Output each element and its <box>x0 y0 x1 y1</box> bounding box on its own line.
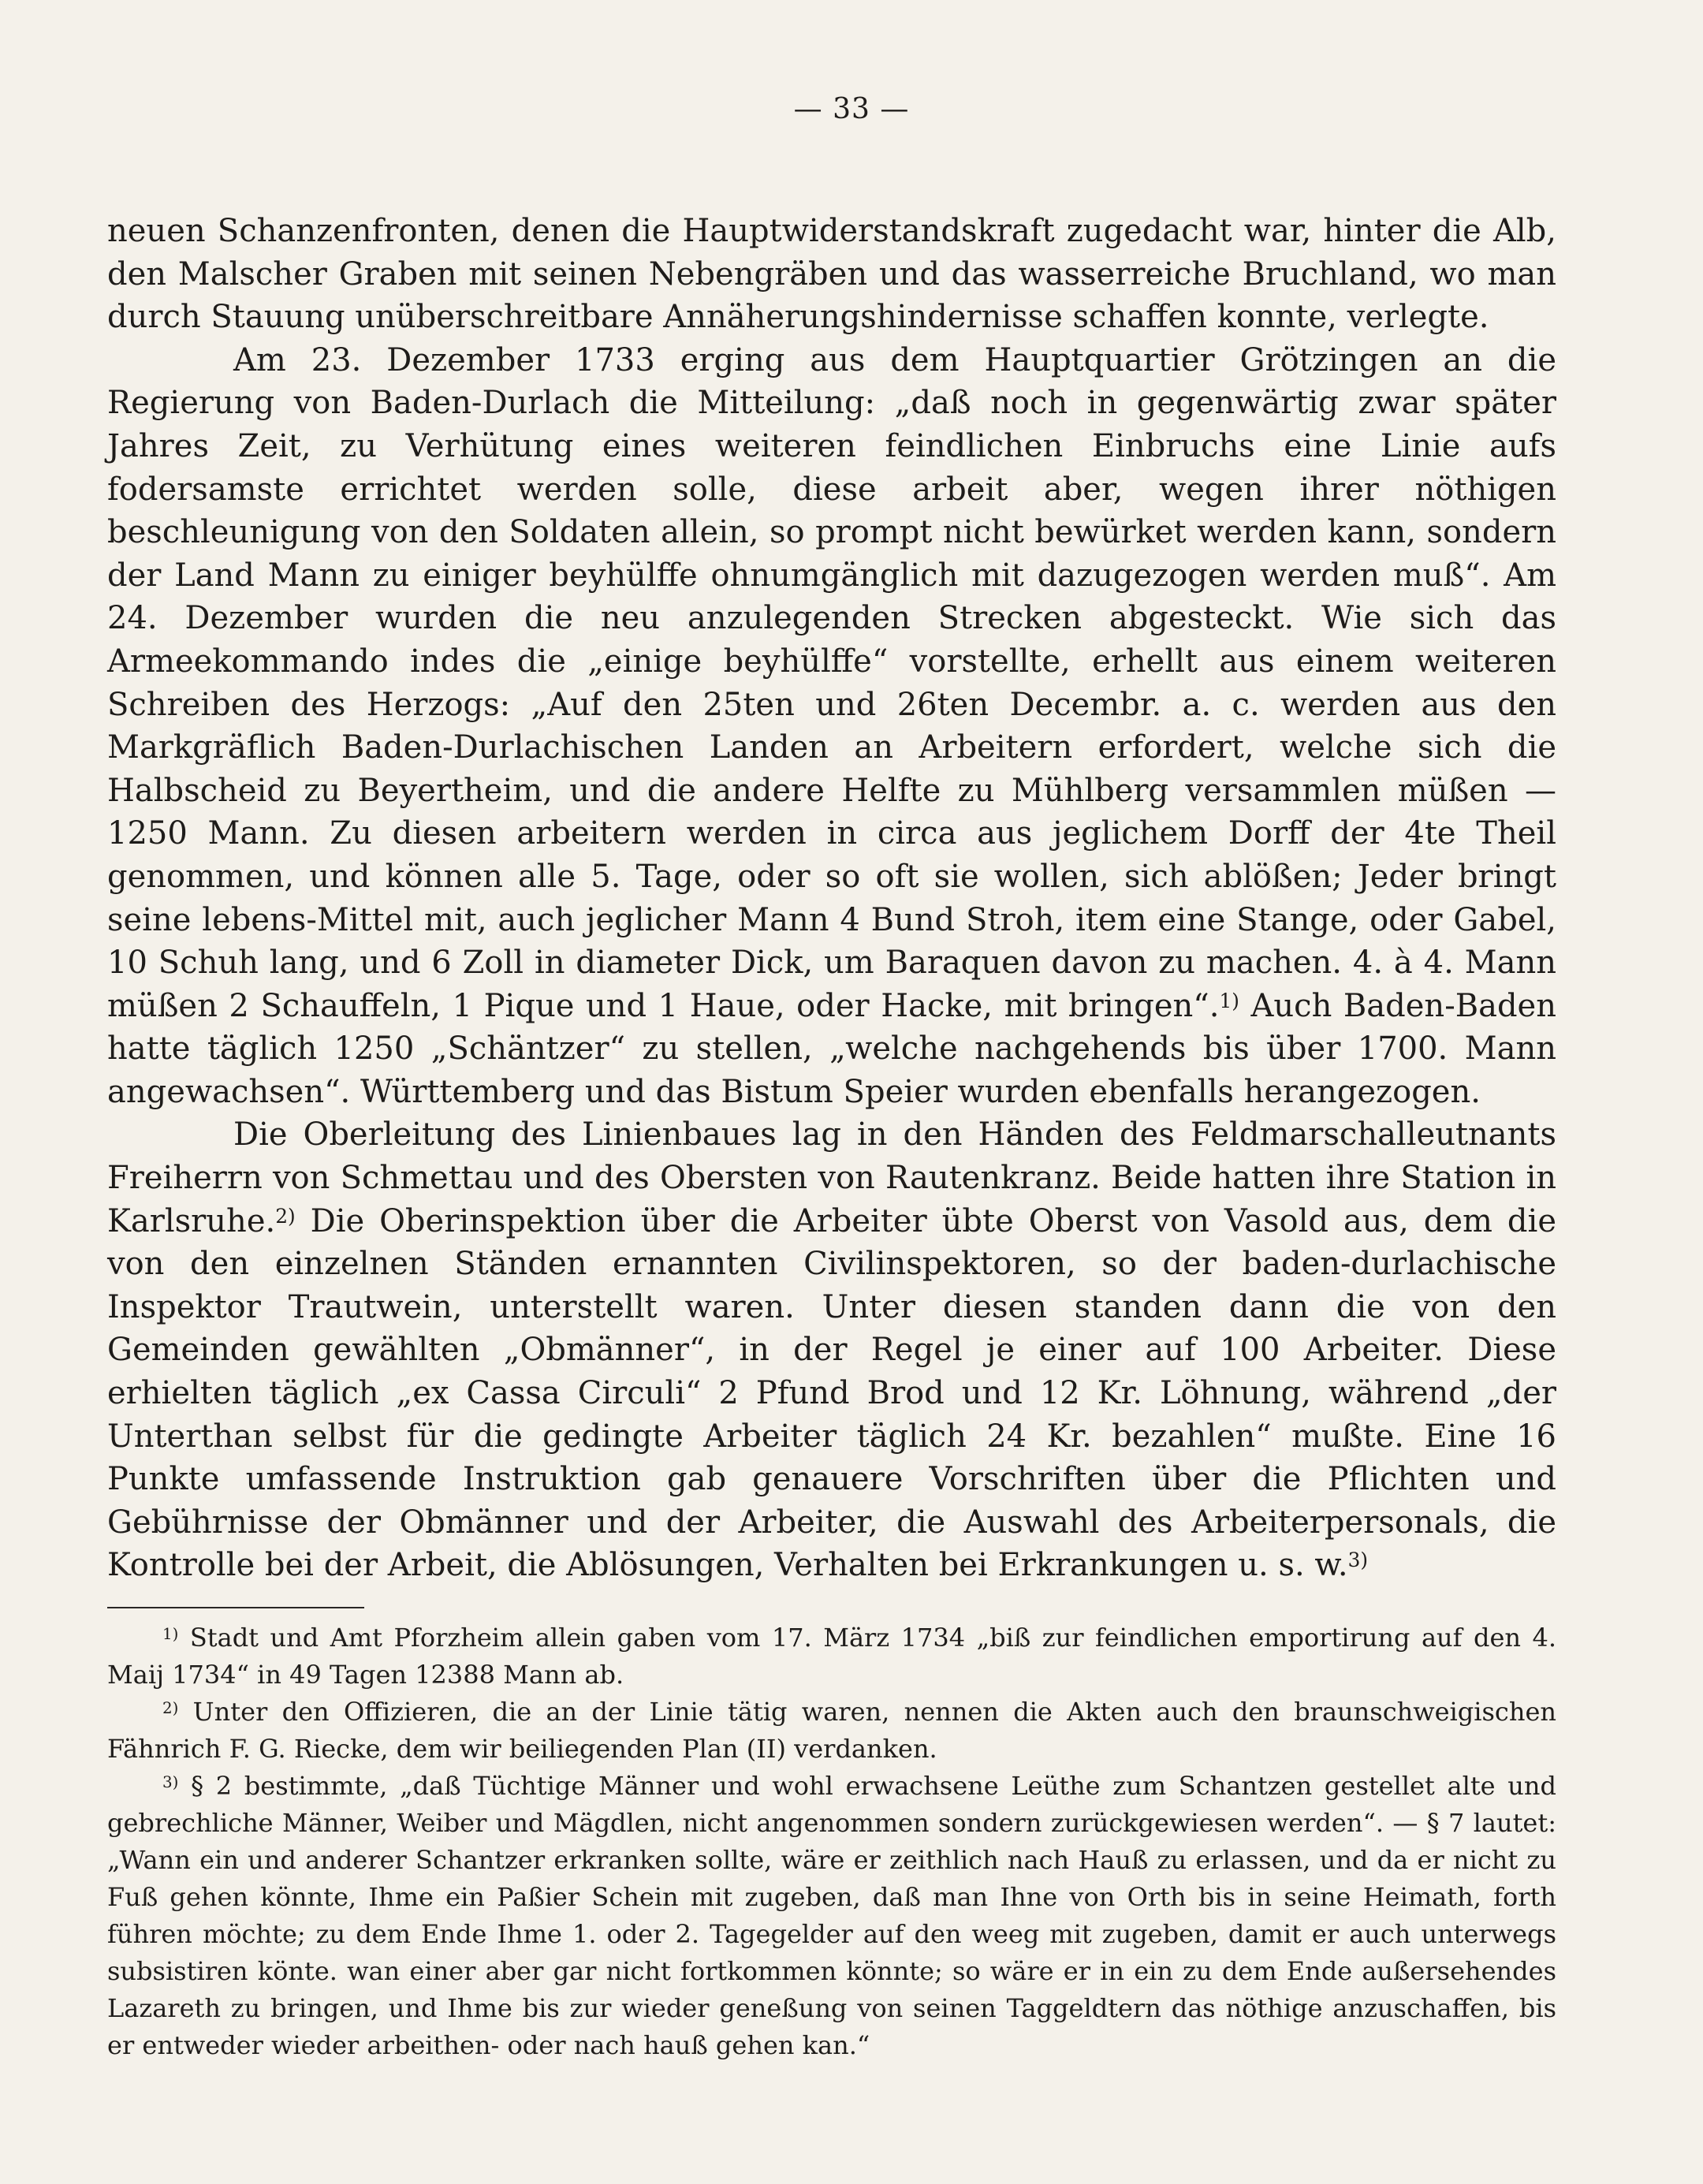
footnote-text: Unter den Offizieren, die an der Linie tätig waren, nennen die Akten auch den braunschweigischen Fähnrich F. G. Riecke, dem wir beiliegenden Plan (II) verdanken. <box>107 1697 1557 1764</box>
paragraph <box>107 1113 1556 1587</box>
paragraph <box>107 210 1556 339</box>
footnote-rule <box>107 1607 364 1608</box>
paragraph-text: Auch Baden-Baden hatte täglich 1250 „Schäntzer“ zu stellen, „welche nachgehends bis über 1700. Mann angewachsen“. Württemberg und das Bistum Speier wurden ebenfalls herangezogen. <box>107 987 1556 1110</box>
footnote <box>107 1768 1556 2064</box>
footnote-text: § 2 bestimmte, „daß Tüchtige Männer und wohl erwachsene Leüthe zum Schantzen gestellet alte und gebrechliche Männer, Weiber und Mägdlen, nicht angenommen sondern zurückgewiesen werden“. — § 7 lautet: „Wann ein und anderer Schantzer erkranken sollte, wäre er zeithlich nach Hauß zu erlassen, und da er nicht zu Fuß gehen könnte, Ihme ein Paßier Schein mit zugeben, daß man Ihne von Orth bis in seine Heimath, forth führen möchte; zu dem Ende Ihme 1. oder 2. Tagegelder auf den weeg mit zugeben, damit er auch unterwegs subsistiren könte. wan einer aber gar nicht fortkommen könnte; so wäre er in ein zu dem Ende außersehendes Lazareth zu bringen, und Ihme bis zur wieder geneßung von seinen Taggeldtern das nöthige anzuschaffen, bis er entweder wieder arbeithen- oder nach hauß gehen kan.“ <box>107 1771 1557 2060</box>
footnote-ref: 1) <box>1219 989 1239 1012</box>
paragraph-text: Am 23. Dezember 1733 erging aus dem Hauptquartier Grötzingen an die Regierung von Baden-Durlach die Mitteilung: „daß noch in gegenwärtig zwar später Jahres Zeit, zu Verhütung eines weiteren feindlichen Einbruchs eine Linie aufs fodersamste errichtet werden solle, diese arbeit aber, wegen ihrer nöthigen beschleunigung von den Soldaten allein, so prompt nicht bewürket werden kann, sondern der Land Mann zu einiger beyhülffe ohnumgänglich mit dazugezogen werden muß“. Am 24. Dezember wurden die neu anzulegenden Strecken abgesteckt. Wie sich das Armeekommando indes die „einige beyhülffe“ vorstellte, erhellt aus einem weiteren Schreiben des Herzogs: „Auf den 25ten und 26ten Decembr. a. c. werden aus den Markgräflich Baden-Durlachischen Landen an Arbeitern erfordert, welche sich die Halbscheid zu Beyertheim, und die andere Helfte zu Mühlberg versammlen müßen — 1250 Mann. Zu diesen arbeitern werden in circa aus jeglichem Dorff der 4te Theil genommen, und können alle 5. Tage, oder so oft sie wollen, sich ablößen; Jeder bringt seine lebens-Mittel mit, auch jeglicher Mann 4 Bund Stroh, item eine Stange, oder Gabel, 10 Schuh lang, und 6 Zoll in diameter Dick, um Baraquen davon zu machen. 4. à 4. Mann müßen 2 Schauffeln, 1 Pique und 1 Haue, oder Hacke, mit bringen“. <box>107 341 1556 1024</box>
footnote-ref: 3) <box>1347 1549 1369 1572</box>
body-text <box>107 210 1556 1587</box>
footnotes <box>107 1619 1556 2064</box>
footnote-text: Stadt und Amt Pforzheim allein gaben vom 17. März 1734 „biß zur feindlichen emportirung auf den 4. Maij 1734“ in 49 Tagen 12388 Mann ab. <box>107 1623 1557 1690</box>
page-number: — 33 — <box>793 93 910 125</box>
footnote-marker: 3) <box>162 1773 179 1792</box>
footnote-ref: 2) <box>275 1204 296 1228</box>
footnote <box>107 1694 1556 1768</box>
footnote-marker: 2) <box>162 1699 179 1718</box>
paragraph-text: Die Oberinspektion über die Arbeiter übte Oberst von Vasold aus, dem die von den einzelnen Ständen ernannten Civilinspektoren, so der baden-durlachische Inspektor Trautwein, unterstellt waren. Unter diesen standen dann die von den Gemeinden gewählten „Obmänner“, in der Regel je einer auf 100 Arbeiter. Diese erhielten täglich „ex Cassa Circuli“ 2 Pfund Brod und 12 Kr. Löhnung, während „der Unterthan selbst für die gedingte Arbeiter täglich 24 Kr. bezahlen“ mußte. Eine 16 Punkte umfassende Instruktion gab genauere Vorschriften über die Pflichten und Gebührnisse der Obmänner und der Arbeiter, die Auswahl des Arbeiterpersonals, die Kontrolle bei der Arbeit, die Ablösungen, Verhalten bei Erkrankungen u. s. w. <box>107 1202 1556 1584</box>
paragraph-text: neuen Schanzenfronten, denen die Hauptwiderstandskraft zugedacht war, hinter die Alb, den Malscher Graben mit seinen Nebengräben und das wasserreiche Bruchland, wo man durch Stauung unüberschreitbare Annäherungshindernisse schaffen konnte, verlegte. <box>107 213 1556 336</box>
footnote-marker: 1) <box>162 1625 179 1644</box>
paragraph-text: Die Oberleitung des Linienbaues lag in den Händen des Feldmarschalleutnants Freiherrn von Schmettau und des Obersten von Rautenkranz. Beide hatten ihre Station in Karlsruhe. <box>107 1116 1556 1239</box>
paragraph <box>107 339 1556 1114</box>
footnote <box>107 1619 1556 1694</box>
